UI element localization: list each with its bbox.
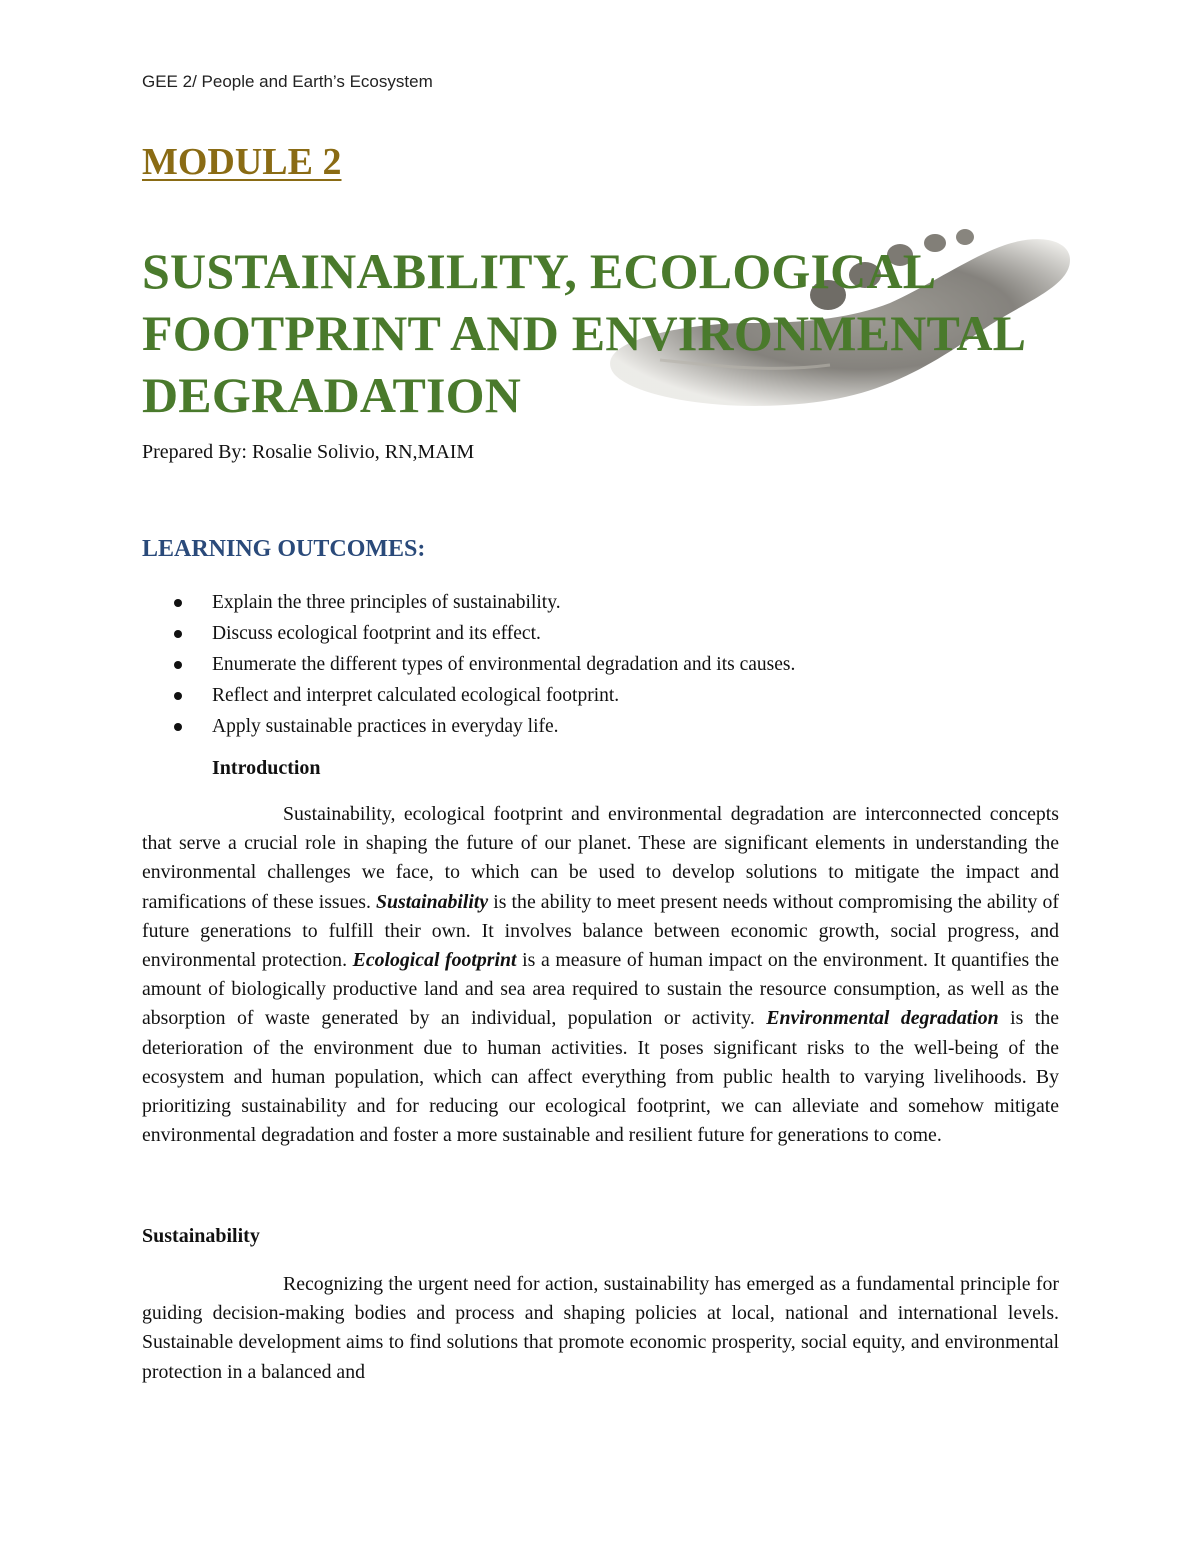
title-line: SUSTAINABILITY, ECOLOGICAL <box>142 243 937 299</box>
sustainability-heading: Sustainability <box>142 1225 260 1247</box>
term-environmental-degradation: Environmental degradation <box>766 1007 999 1030</box>
list-item: Discuss ecological footprint and its effect. <box>142 618 1102 649</box>
list-item: Reflect and interpret calculated ecological footprint. <box>142 680 1102 711</box>
bullet-icon <box>174 661 182 669</box>
module-label: MODULE 2 <box>142 141 342 183</box>
introduction-paragraph: Sustainability, ecological footprint and environmental degradation are interconnected concepts that serve a crucial role in shaping the future of our planet. These are significant elements in understanding the environmental challenges we face, to which can be used to develop solutions to mitigate the impact and ramifications of these issues. Sustainability is the ability to meet present needs without compromising the ability of future generations to fulfill their own. It involves balance between economic growth, social progress, and environmental protection. Ecological footprint is a measure of human impact on the environment. It quantifies the amount of biologically productive land and sea area required to sustain the resource consumption, as well as the absorption of waste generated by an individual, population or activity. Environmental degradation is the deterioration of the environment due to human activities. It poses significant risks to the well-being of the ecosystem and human population, which can affect everything from public health to varying livelihoods. By prioritizing sustainability and for reducing our ecological footprint, we can alleviate and somehow mitigate environmental degradation and foster a more sustainable and resilient future for generations to come. <box>142 803 1060 1147</box>
running-header: GEE 2/ People and Earth’s Ecosystem <box>142 72 433 91</box>
term-sustainability: Sustainability <box>376 890 489 913</box>
learning-outcomes-heading: LEARNING OUTCOMES: <box>142 536 426 562</box>
bullet-icon <box>174 630 182 638</box>
term-ecological-footprint: Ecological footprint <box>352 949 517 972</box>
bullet-icon <box>174 723 182 731</box>
bullet-icon <box>174 599 182 607</box>
introduction-heading: Introduction <box>212 757 321 779</box>
list-item: Enumerate the different types of environmental degradation and its causes. <box>142 649 1102 680</box>
bullet-icon <box>174 692 182 700</box>
title-line: DEGRADATION <box>142 367 522 423</box>
list-item: Apply sustainable practices in everyday life. <box>142 711 1102 742</box>
learning-outcomes-list <box>142 587 1102 742</box>
module-title <box>142 240 1122 426</box>
list-item: Explain the three principles of sustainability. <box>142 587 1102 618</box>
prepared-by: Prepared By: Rosalie Solivio, RN,MAIM <box>142 441 475 463</box>
title-line: FOOTPRINT AND ENVIRONMENTAL <box>142 305 1027 361</box>
sustainability-paragraph: Recognizing the urgent need for action, sustainability has emerged as a fundamental principle for guiding decision-making bodies and process and shaping policies at local, national and international levels. Sustainable development aims to find solutions that promote economic prosperity, social equity, and environmental protection in a balanced and <box>142 1273 1059 1383</box>
